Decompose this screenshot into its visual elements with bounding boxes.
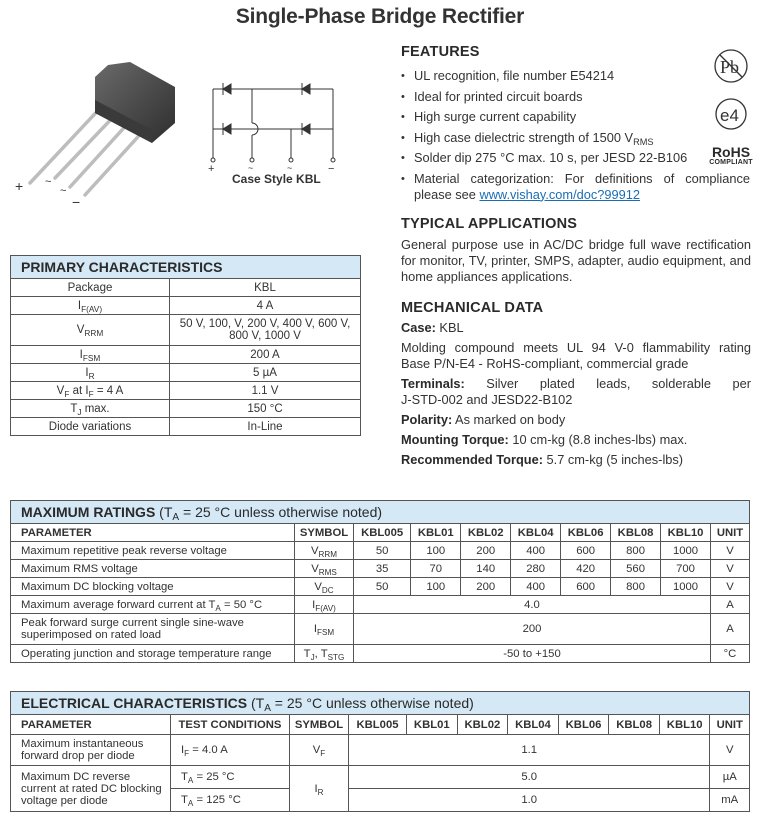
column-header: UNIT: [710, 715, 750, 735]
pin-label-ac2: ~: [60, 185, 67, 197]
rohs-compliant-label: COMPLIANT: [709, 159, 753, 166]
column-header: KBL04: [508, 715, 559, 735]
symbol-cell: $V_{RRM}$: [295, 542, 354, 560]
column-header: PARAMETER: [11, 524, 295, 542]
param-cell: $I_R$: [11, 364, 170, 382]
value-cell: 200: [461, 542, 511, 560]
terminals-label: Terminals:: [401, 376, 465, 391]
schematic-pin-plus: +: [208, 163, 215, 172]
value-cell: 1000: [661, 578, 711, 596]
table-row: [11, 766, 750, 789]
value-cell: KBL: [170, 279, 361, 297]
table-row: [11, 315, 361, 346]
typical-applications-text: General purpose use in AC/DC bridge full wave rectification for monitor, TV, printer, SMPS, adapter, audio equipment, and home appliances applications.: [401, 237, 751, 284]
features-heading: FEATURES: [401, 44, 480, 60]
table-row: [11, 560, 750, 578]
pin-label-minus: −: [72, 194, 81, 210]
mounting-torque-line: [401, 432, 751, 448]
value-cell: 50 V, 100, V, 200 V, 400 V, 600 V, 800 V, 1000 V: [170, 315, 361, 346]
mounting-torque-label: Mounting Torque:: [401, 432, 509, 447]
case-line: [401, 320, 751, 336]
column-header: SYMBOL: [295, 524, 354, 542]
unit-cell: µA: [710, 766, 750, 789]
electrical-characteristics-table: [10, 691, 750, 812]
feature-item: • High surge current capability: [401, 107, 707, 128]
symbol-cell: $I_R$: [290, 766, 349, 812]
bridge-schematic: [205, 80, 340, 172]
feature-item: [401, 128, 707, 149]
value-cell: 560: [611, 560, 661, 578]
compliance-link[interactable]: www.vishay.com/doc?99912: [479, 186, 640, 202]
symbol-cell: $I_{FSM}$: [295, 614, 354, 645]
value-cell: 200: [354, 614, 711, 645]
symbol-cell: $V_{RMS}$: [295, 560, 354, 578]
value-cell: 600: [561, 578, 611, 596]
param-cell: $V_F$ at $I_F = 4$ A: [11, 382, 170, 400]
param-cell: Maximum RMS voltage: [11, 560, 295, 578]
value-cell: 100: [411, 578, 461, 596]
unit-cell: °C: [711, 645, 750, 663]
column-header: TEST CONDITIONS: [171, 715, 290, 735]
polarity-line: [401, 412, 751, 428]
electrical-characteristics-heading: ELECTRICAL CHARACTERISTICS ($T_A = 25$ °C unless otherwise noted): [11, 692, 750, 715]
primary-characteristics-table: [10, 255, 361, 436]
compliance-badges: [706, 47, 756, 166]
svg-text:Pb: Pb: [720, 57, 740, 77]
pin-label-plus: +: [15, 178, 24, 194]
value-cell: 400: [511, 542, 561, 560]
table-row: [11, 346, 361, 364]
molding-text-2: Base P/N-E4 - RoHS-compliant, commercial grade: [401, 356, 689, 371]
value-cell: 1.0: [349, 789, 710, 812]
param-cell: $I_{FSM}$: [11, 346, 170, 364]
column-header: KBL06: [558, 715, 609, 735]
value-cell: In-Line: [170, 418, 361, 436]
value-cell: 5.0: [349, 766, 710, 789]
symbol-cell: $V_{DC}$: [295, 578, 354, 596]
value-cell: 4 A: [170, 297, 361, 315]
svg-text:e4: e4: [720, 106, 739, 125]
symbol-cell: $V_F$: [290, 735, 349, 766]
feature-item: • UL recognition, file number E54214: [401, 66, 707, 87]
value-cell: 140: [461, 560, 511, 578]
value-cell: 70: [411, 560, 461, 578]
schematic-pin-ac1: ~: [248, 163, 254, 172]
typical-applications-section: [401, 216, 751, 285]
column-header: KBL01: [411, 524, 461, 542]
value-cell: 4.0: [354, 596, 711, 614]
column-header: KBL005: [349, 715, 407, 735]
value-cell: -50 to +150: [354, 645, 711, 663]
recommended-torque-value: 5.7 cm-kg (5 inches-lbs): [542, 452, 684, 467]
column-header: KBL02: [457, 715, 508, 735]
table-row: [11, 400, 361, 418]
table-row: [11, 279, 361, 297]
test-condition-cell: $T_A = 25$ °C: [171, 766, 290, 789]
schematic-pin-ac2: ~: [287, 163, 293, 172]
table-row: [11, 735, 750, 766]
rohs-label: RoHS: [711, 144, 751, 160]
value-cell: 200: [461, 578, 511, 596]
unit-cell: V: [710, 735, 750, 766]
value-cell: 400: [511, 578, 561, 596]
table-row: [11, 542, 750, 560]
value-cell: 1000: [661, 542, 711, 560]
column-header: PARAMETER: [11, 715, 171, 735]
table-row: [11, 297, 361, 315]
primary-characteristics-heading: PRIMARY CHARACTERISTICS: [11, 256, 361, 279]
terminals-value: Silver plated leads, solderable per: [464, 376, 751, 391]
value-cell: 1.1 V: [170, 382, 361, 400]
feature-item: • Ideal for printed circuit boards: [401, 87, 707, 108]
param-cell: Operating junction and storage temperature range: [11, 645, 295, 663]
e4-icon: [712, 96, 750, 132]
param-cell: Maximum average forward current at $T_A = 50$ °C: [11, 596, 295, 614]
unit-cell: A: [711, 596, 750, 614]
table-header-row: [11, 715, 750, 735]
value-cell: 5 µA: [170, 364, 361, 382]
test-condition-cell: $T_A = 125$ °C: [171, 789, 290, 812]
column-header: KBL08: [611, 524, 661, 542]
param-cell: Package: [11, 279, 170, 297]
column-header: SYMBOL: [290, 715, 349, 735]
param-cell: Maximum repetitive peak reverse voltage: [11, 542, 295, 560]
param-cell: $T_J$ max.: [11, 400, 170, 418]
terminals-value-2: J-STD-002 and JESD22-B102: [401, 392, 573, 407]
table-row: [11, 596, 750, 614]
molding-line: [401, 340, 751, 372]
maximum-ratings-heading: MAXIMUM RATINGS ($T_A = 25$ °C unless otherwise noted): [11, 501, 750, 524]
value-cell: 600: [561, 542, 611, 560]
feature-text: High case dielectric strength of 1500 V: [414, 129, 634, 145]
table-row: [11, 578, 750, 596]
table-header-row: [11, 524, 750, 542]
param-cell: Maximum DC blocking voltage: [11, 578, 295, 596]
param-cell: $V_{RRM}$: [11, 315, 170, 346]
table-row: [11, 614, 750, 645]
unit-cell: mA: [710, 789, 750, 812]
test-condition-cell: $I_F = 4.0$ A: [171, 735, 290, 766]
table-row: [11, 364, 361, 382]
mechanical-data-section: [401, 300, 751, 468]
value-cell: 800: [611, 578, 661, 596]
value-cell: 150 °C: [170, 400, 361, 418]
terminals-line: [401, 376, 751, 408]
table-row: [11, 418, 361, 436]
value-cell: 700: [661, 560, 711, 578]
param-cell: $I_{F(AV)}$: [11, 297, 170, 315]
value-cell: 280: [511, 560, 561, 578]
case-label: Case:: [401, 320, 436, 335]
value-cell: 800: [611, 542, 661, 560]
column-header: KBL06: [561, 524, 611, 542]
case-value: KBL: [435, 320, 464, 335]
value-cell: 100: [411, 542, 461, 560]
polarity-label: Polarity:: [401, 412, 453, 427]
package-image: [10, 55, 200, 210]
schematic-pin-minus: −: [328, 163, 335, 172]
value-cell: 200 A: [170, 346, 361, 364]
feature-item: • Solder dip 275 °C max. 10 s, per JESD 22-B106: [401, 148, 707, 169]
column-header: KBL02: [461, 524, 511, 542]
molding-text: Molding compound meets UL 94 V-0 flammability rating: [401, 340, 751, 355]
value-cell: 35: [354, 560, 411, 578]
unit-cell: A: [711, 614, 750, 645]
schematic-caption: Case Style KBL: [232, 172, 321, 186]
symbol-cell: $I_{F(AV)}$: [295, 596, 354, 614]
polarity-value: As marked on body: [452, 412, 566, 427]
feature-item: [401, 171, 750, 203]
value-cell: 50: [354, 542, 411, 560]
param-cell: Maximum DC reverse current at rated DC blocking voltage per diode: [11, 766, 171, 812]
pin-label-ac1: ~: [45, 176, 52, 188]
recommended-torque-label: Recommended Torque:: [401, 452, 543, 467]
page-title: Single-Phase Bridge Rectifier: [235, 5, 525, 28]
param-cell: Maximum instantaneous forward drop per diode: [11, 735, 171, 766]
param-cell: Diode variations: [11, 418, 170, 436]
column-header: KBL01: [407, 715, 458, 735]
typical-applications-heading: TYPICAL APPLICATIONS: [401, 216, 578, 232]
table-row: [11, 382, 361, 400]
maximum-ratings-table: [10, 500, 750, 663]
subscript: RMS: [633, 136, 654, 147]
param-cell: Peak forward surge current single sine-wave superimposed on rated load: [11, 614, 295, 645]
unit-cell: V: [711, 560, 750, 578]
mounting-torque-value: 10 cm-kg (8.8 inches-lbs) max.: [508, 432, 688, 447]
column-header: KBL005: [354, 524, 411, 542]
value-cell: 1.1: [349, 735, 710, 766]
pb-free-icon: [712, 47, 750, 85]
unit-cell: V: [711, 578, 750, 596]
unit-cell: V: [711, 542, 750, 560]
value-cell: 420: [561, 560, 611, 578]
mechanical-data-heading: MECHANICAL DATA: [401, 300, 544, 316]
table-row: [11, 645, 750, 663]
column-header: KBL10: [661, 524, 711, 542]
column-header: KBL04: [511, 524, 561, 542]
column-header: KBL08: [609, 715, 660, 735]
value-cell: 50: [354, 578, 411, 596]
recommended-torque-line: [401, 452, 751, 468]
feature-text: Material categorization: For definitions of compliance please see: [414, 170, 750, 202]
symbol-cell: $T_J$, $T_{STG}$: [295, 645, 354, 663]
diode-icon: [223, 83, 310, 135]
column-header: UNIT: [711, 524, 750, 542]
column-header: KBL10: [659, 715, 710, 735]
